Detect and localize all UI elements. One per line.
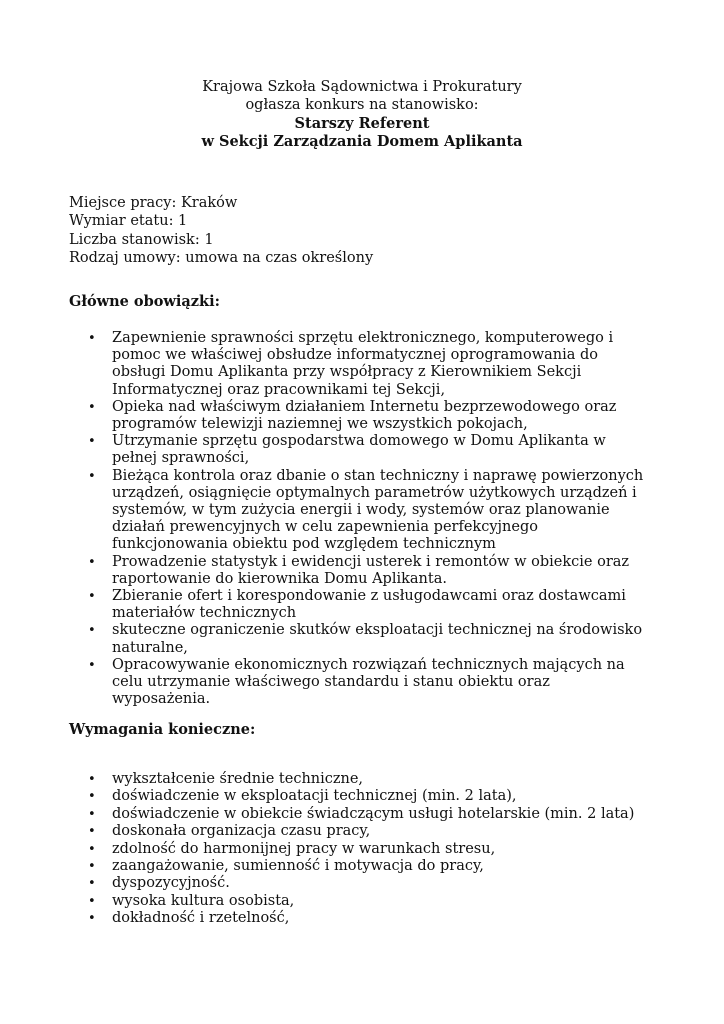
info-place: Miejsce pracy: Kraków [69, 195, 238, 211]
section-name: w Sekcji Zarządzania Domem Aplikanta [201, 133, 523, 151]
list-item-text: doskonała organizacja czasu pracy, [112, 823, 371, 840]
bullet-icon: • [88, 859, 96, 875]
bullet-icon: • [88, 623, 96, 639]
institution-name: Krajowa Szkoła Sądownictwa i Prokuratury [202, 79, 522, 95]
bullet-icon: • [88, 468, 96, 484]
list-item-text: zaangażowanie, sumienność i motywacja do pracy, [112, 858, 484, 875]
list-item-text: skuteczne ograniczenie skutków eksploatacji technicznej na środowisko naturalne, [112, 622, 643, 656]
list-item-text: Zbieranie ofert i korespondowanie z usługodawcami oraz dostawcami materiałów technicznych [112, 588, 626, 622]
requirements-list [88, 771, 648, 928]
bullet-icon: • [88, 772, 96, 787]
info-fte: Wymiar etatu: 1 [69, 213, 188, 230]
list-item [88, 841, 648, 858]
job-info [69, 194, 373, 268]
bullet-icon: • [88, 841, 96, 857]
bullet-icon: • [88, 331, 96, 346]
bullet-icon: • [88, 434, 96, 450]
list-item [88, 771, 648, 788]
info-positions: Liczba stanowisk: 1 [69, 231, 214, 248]
list-item [88, 588, 648, 622]
list-item [88, 858, 648, 875]
list-item-text: wysoka kultura osobista, [112, 892, 295, 909]
document-header [0, 78, 724, 152]
list-item-text: Bieżąca kontrola oraz dbanie o stan techniczny i naprawę powierzonych urządzeń, osiągnięcie optymalnych parametrów użytkowych urządzeń i systemów, w tym zużycia energii i wody, systemów oraz planowanie działań prewencyjnych w celu zapewnienia perfekcyjnego funkcjonowania obiektu pod względem technicznym [112, 467, 644, 553]
bullet-icon: • [88, 657, 96, 673]
list-item-text: zdolność do harmonijnej pracy w warunkach stresu, [112, 840, 496, 857]
duties-heading: Główne obowiązki: [69, 293, 220, 310]
list-item-text: wykształcenie średnie techniczne, [112, 771, 364, 787]
bullet-icon: • [88, 911, 96, 927]
list-item [88, 806, 648, 823]
list-item-text: Utrzymanie sprzętu gospodarstwa domowego w Domu Aplikanta w pełnej sprawności, [112, 433, 606, 467]
list-item-text: doświadczenie w eksploatacji technicznej (min. 2 lata), [112, 788, 517, 805]
list-item-text: Opracowywanie ekonomicznych rozwiązań technicznych mających na celu utrzymanie właściwego standardu i stanu obiektu oraz wyposażenia. [112, 656, 625, 708]
list-item [88, 788, 648, 805]
list-item-text: Zapewnienie sprawności sprzętu elektronicznego, komputerowego i pomoc we właściwej obsłudze informatycznej oprogramowania do obsługi Domu Aplikanta przy współpracy z Kierownikiem Sekcji Informatycznej oraz pracownikami tej Sekcji, [112, 330, 614, 398]
bullet-icon: • [88, 876, 96, 892]
list-item [88, 468, 648, 554]
list-item [88, 875, 648, 892]
bullet-icon: • [88, 589, 96, 605]
list-item-text: Opieka nad właściwym działaniem Internetu bezprzewodowego oraz programów telewizji naziemnej we wszystkich pokojach, [112, 398, 617, 433]
list-item-text: doświadczenie w obiekcie świadczącym usługi hotelarskie (min. 2 lata) [112, 805, 635, 822]
announcement-line: ogłasza konkurs na stanowisko: [245, 97, 479, 114]
list-item [88, 622, 648, 656]
list-item-text: dyspozycyjność. [112, 875, 230, 892]
list-item [88, 554, 648, 588]
info-contract: Rodzaj umowy: umowa na czas określony [69, 250, 374, 267]
bullet-icon: • [88, 806, 96, 822]
requirements-heading: Wymagania konieczne: [69, 721, 256, 738]
list-item [88, 823, 648, 840]
bullet-icon: • [88, 824, 96, 840]
bullet-icon: • [88, 399, 96, 415]
list-item-text: dokładność i rzetelność, [112, 910, 290, 927]
bullet-icon: • [88, 789, 96, 805]
list-item [88, 399, 648, 433]
position-title: Starszy Referent [294, 114, 430, 132]
list-item [88, 910, 648, 927]
list-item [88, 330, 648, 399]
list-item-text: Prowadzenie statystyk i ewidencji usterek i remontów w obiekcie oraz raportowanie do kierownika Domu Aplikanta. [112, 553, 630, 587]
bullet-icon: • [88, 554, 96, 570]
list-item [88, 433, 648, 467]
bullet-icon: • [88, 893, 96, 909]
duties-list [88, 330, 648, 708]
list-item [88, 657, 648, 709]
list-item [88, 893, 648, 910]
